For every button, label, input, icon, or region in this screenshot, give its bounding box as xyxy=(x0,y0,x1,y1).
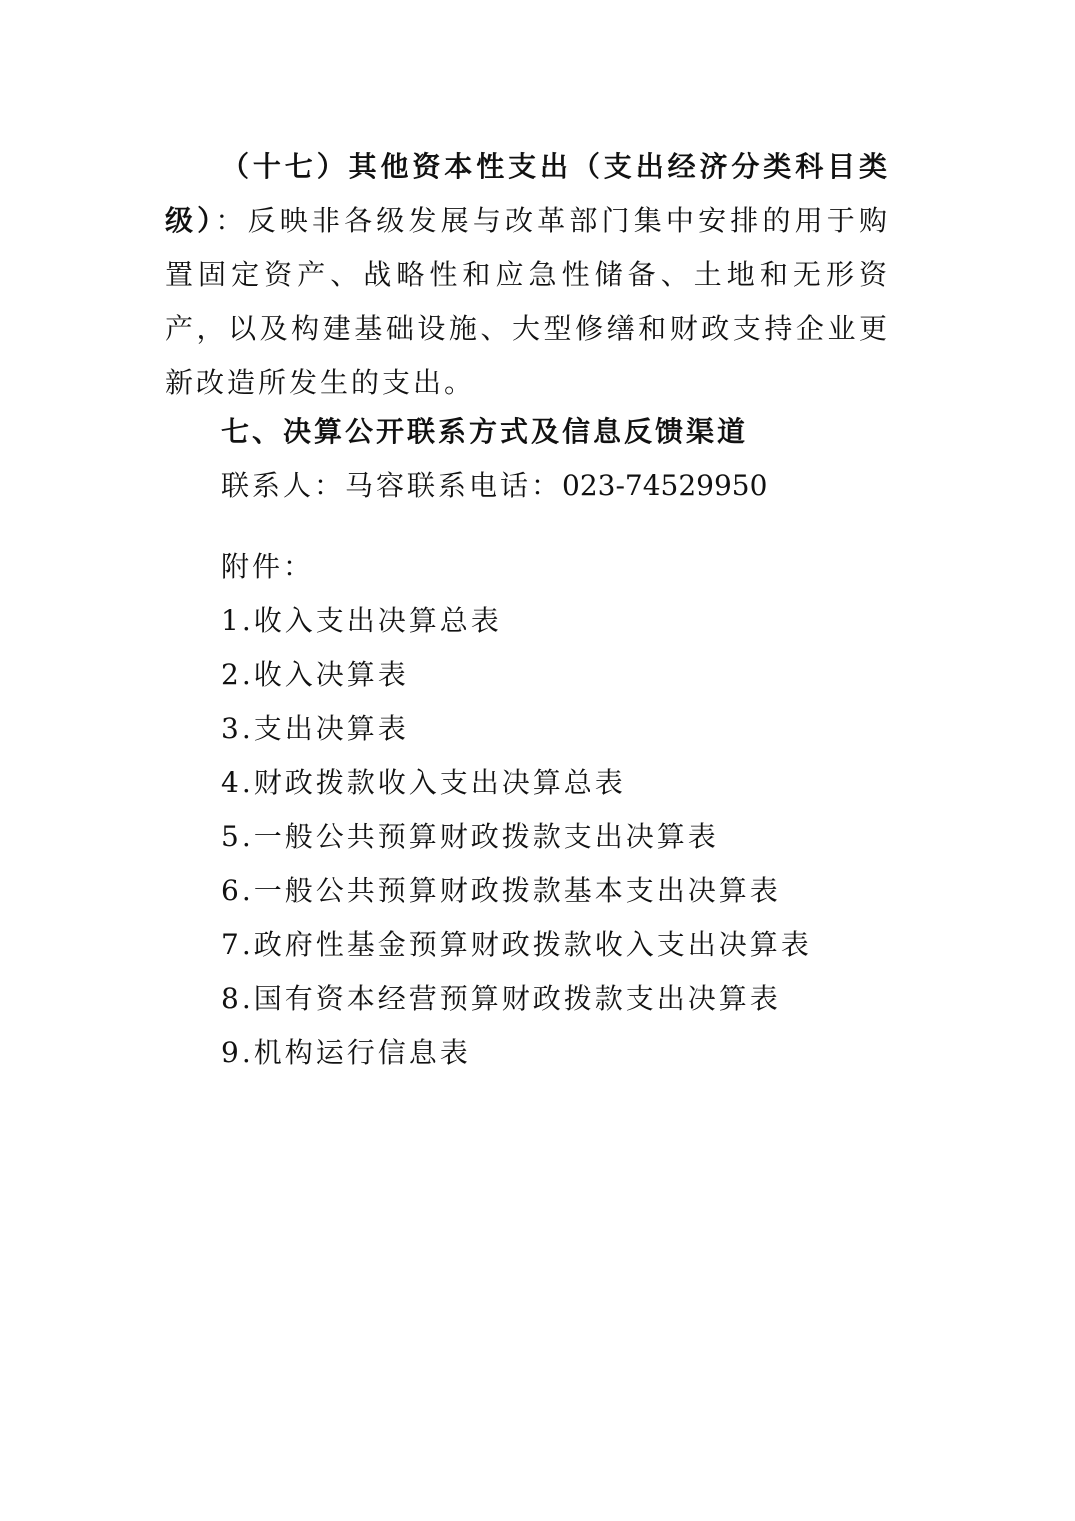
attachment-item: 1.收入支出决算总表 xyxy=(221,604,502,637)
attachment-item: 5.一般公共预算财政拨款支出决算表 xyxy=(221,820,719,853)
attachment-item: 4.财政拨款收入支出决算总表 xyxy=(221,766,626,799)
contact-phone: 023-74529950 xyxy=(562,469,768,502)
section-17-lead: （十七）其他资本性支出（支出经济分类科目类级） xyxy=(165,150,890,237)
attachment-item: 2.收入决算表 xyxy=(221,658,409,691)
contact-prefix: 联系人：马容联系电话： xyxy=(221,469,563,502)
section-17-paragraph xyxy=(165,140,890,410)
attachment-item: 9.机构运行信息表 xyxy=(221,1036,471,1069)
contact-line xyxy=(221,459,767,513)
attachment-item: 8.国有资本经营预算财政拨款支出决算表 xyxy=(221,982,781,1015)
attachment-item: 3.支出决算表 xyxy=(221,712,409,745)
attachments-label: 附件： xyxy=(221,550,315,583)
attachment-item: 6.一般公共预算财政拨款基本支出决算表 xyxy=(221,874,781,907)
attachments-list xyxy=(221,594,812,1080)
section-7-heading: 七、决算公开联系方式及信息反馈渠道 xyxy=(221,415,749,448)
attachment-item: 7.政府性基金预算财政拨款收入支出决算表 xyxy=(221,928,812,961)
section-17-colon: ： xyxy=(215,204,248,237)
section-17-body: 反映非各级发展与改革部门集中安排的用于购置固定资产、战略性和应急性储备、土地和无形资产，以及构建基础设施、大型修缮和财政支持企业更新改造所发生的支出。 xyxy=(165,204,890,399)
